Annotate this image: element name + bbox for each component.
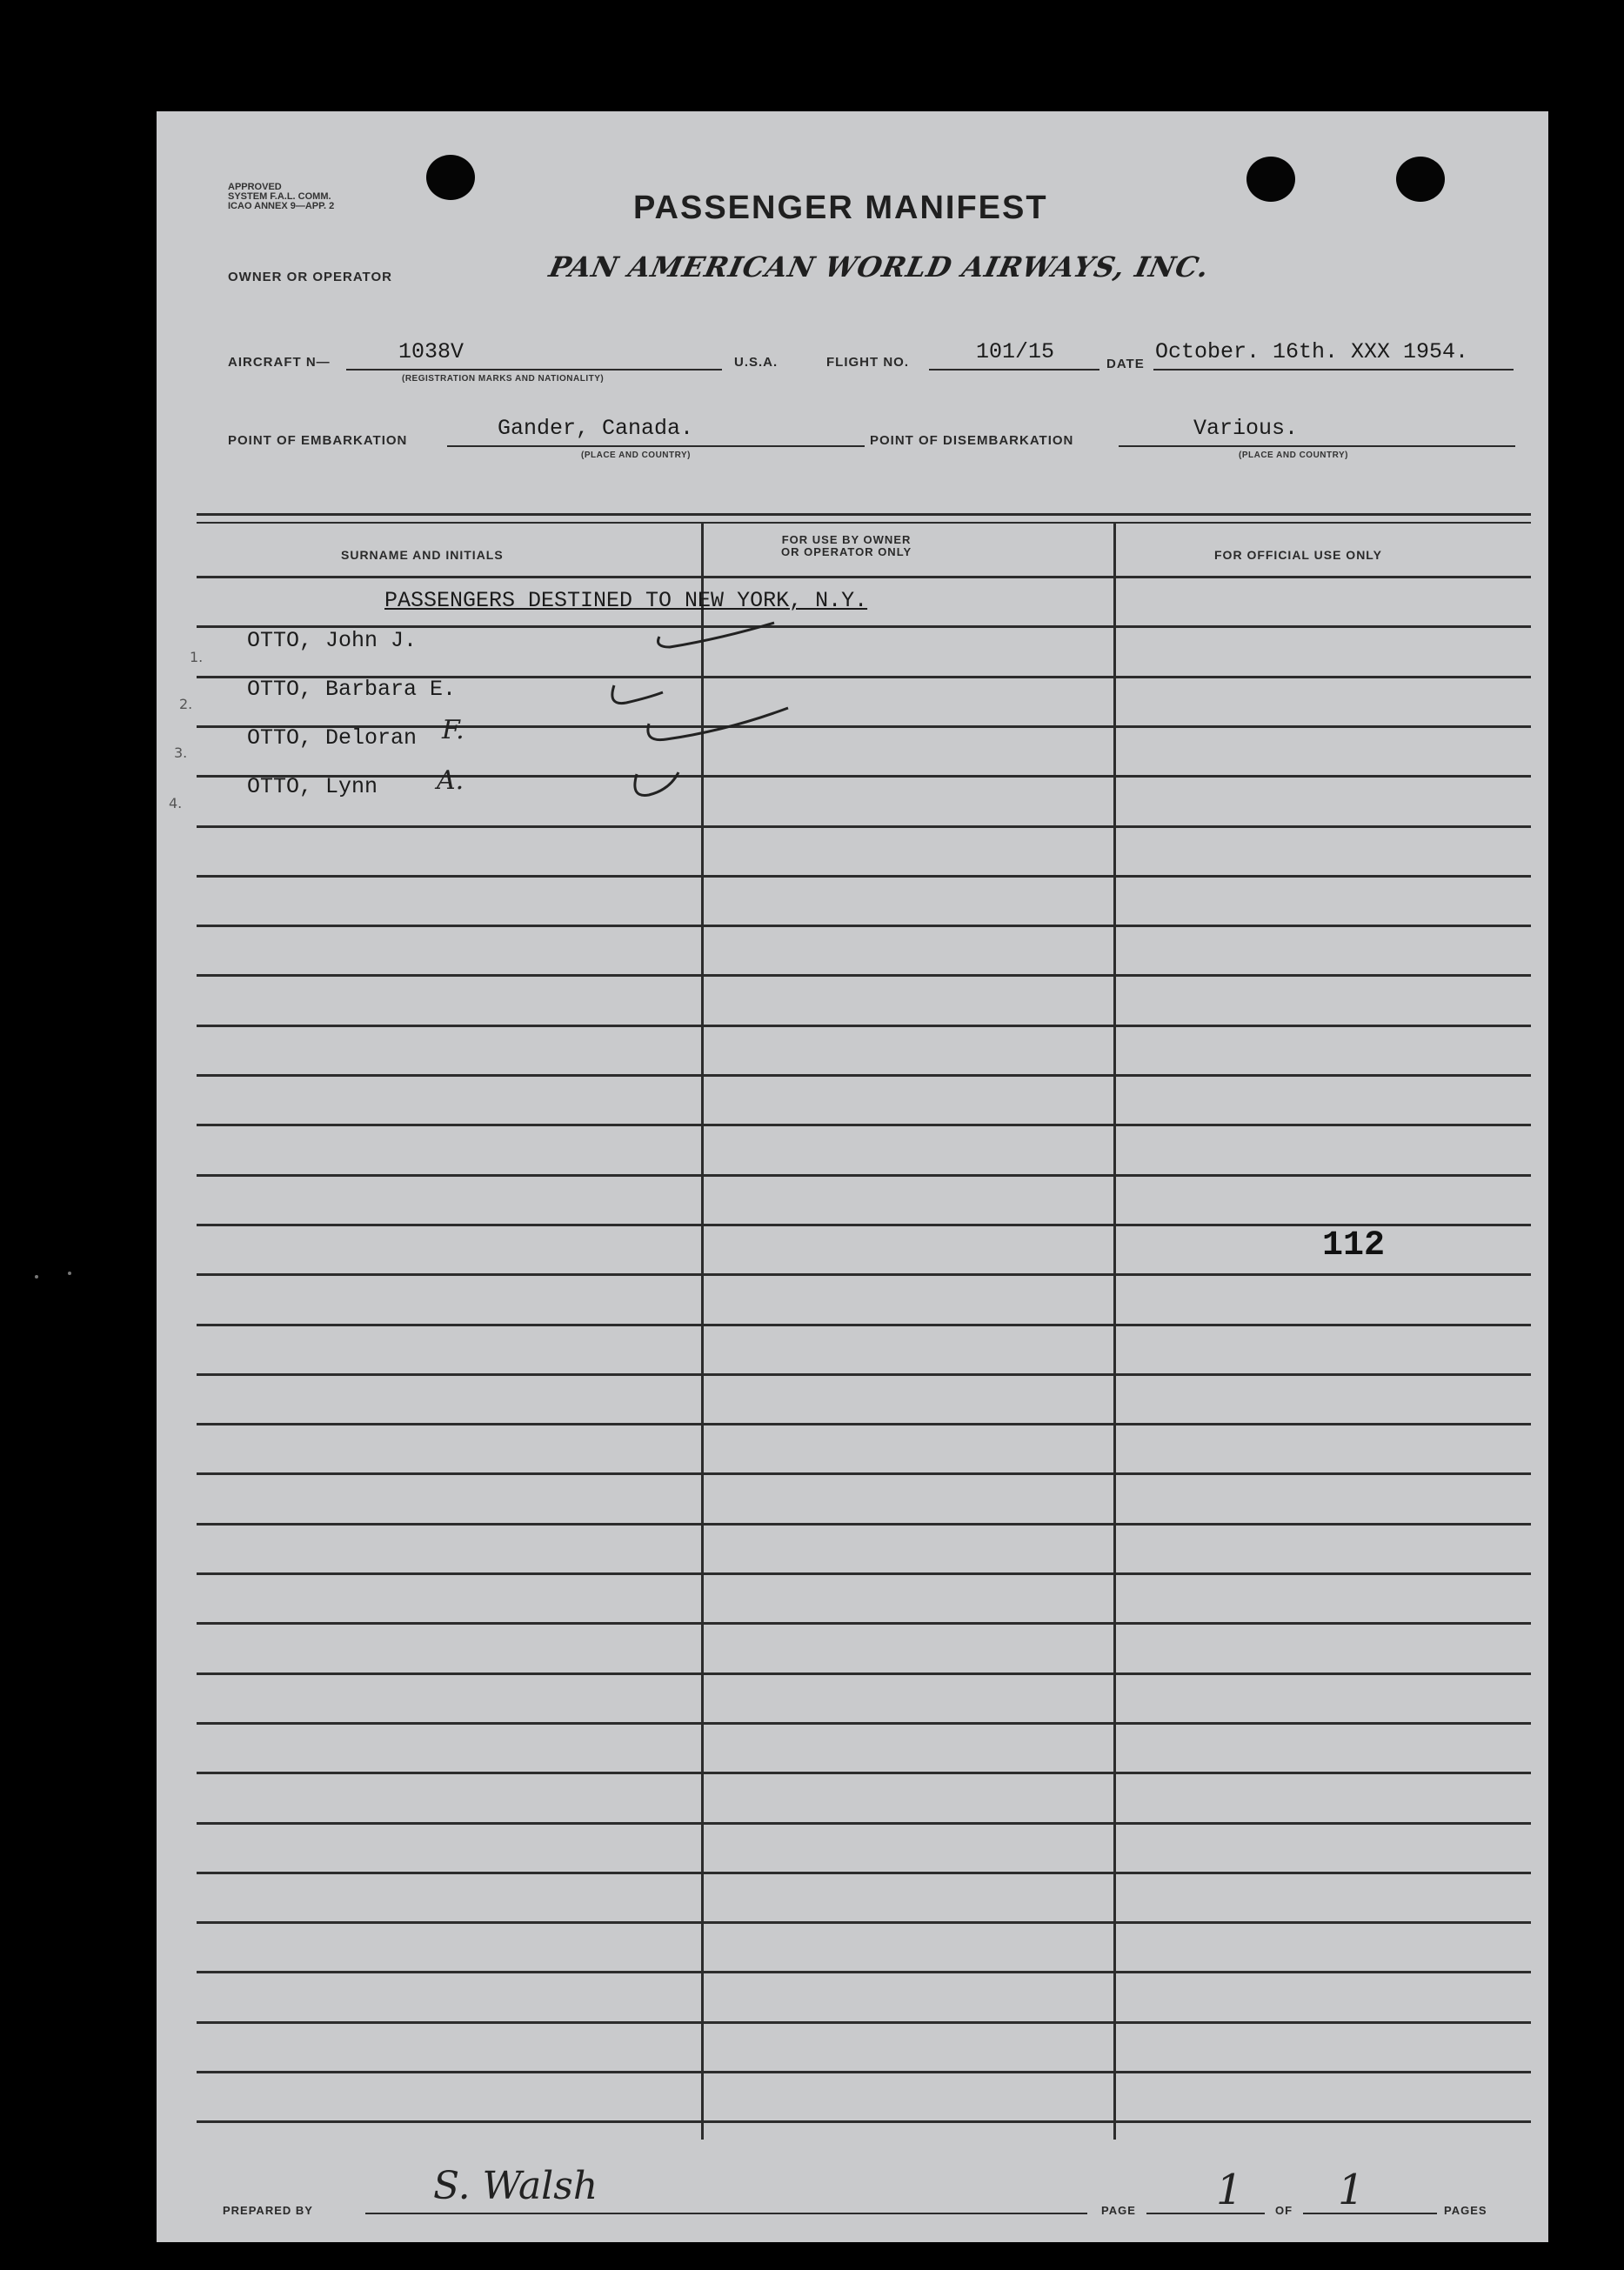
ruled-line — [197, 775, 1531, 778]
aircraft-sublabel: (REGISTRATION MARKS AND NATIONALITY) — [402, 374, 605, 384]
ruled-line — [197, 1174, 1531, 1177]
date-label: DATE — [1106, 357, 1145, 371]
disembark-field-line — [1119, 445, 1515, 447]
approval-stamp: APPROVED SYSTEM F.A.L. COMM. ICAO ANNEX 9—APP. 2 — [228, 182, 335, 211]
flight-label: FLIGHT NO. — [826, 355, 909, 370]
official-stamp-number: 112 — [1322, 1226, 1386, 1265]
punch-hole — [1246, 157, 1295, 202]
passenger-name: OTTO, Deloran — [247, 725, 418, 751]
margin-speck — [68, 1272, 71, 1275]
ruled-line — [197, 1124, 1531, 1126]
prepared-field-line — [365, 2213, 1087, 2214]
passenger-name: OTTO, Lynn — [247, 774, 378, 799]
margin-speck — [35, 1275, 38, 1279]
prepared-signature: S. Walsh — [433, 2164, 598, 2208]
column-divider — [701, 524, 704, 2140]
ruled-line — [197, 1373, 1531, 1376]
ruled-line — [197, 2120, 1531, 2123]
of-label: OF — [1275, 2204, 1293, 2217]
punch-hole — [426, 155, 475, 200]
col-owner-header: FOR USE BY OWNER OR OPERATOR ONLY — [781, 533, 912, 558]
ruled-line — [197, 576, 1531, 578]
ruled-line — [197, 1273, 1531, 1276]
ruled-line — [197, 1872, 1531, 1874]
handwritten-initial: F. — [442, 715, 464, 745]
section-heading: PASSENGERS DESTINED TO NEW YORK, N.Y. — [384, 588, 868, 613]
of-field-line — [1303, 2213, 1437, 2214]
page-title: PASSENGER MANIFEST — [633, 190, 1048, 226]
row-number: 1. — [190, 649, 204, 665]
ruled-line — [197, 2071, 1531, 2073]
usa-label: U.S.A. — [734, 355, 779, 370]
check-mark-icon — [652, 621, 783, 656]
date-field-line — [1153, 369, 1514, 371]
prepared-label: PREPARED BY — [223, 2204, 313, 2217]
col-surname-header: SURNAME AND INITIALS — [341, 548, 504, 562]
aircraft-field-line — [346, 369, 722, 371]
table-top-rule — [197, 522, 1531, 524]
ruled-line — [197, 1324, 1531, 1326]
ruled-line — [197, 1074, 1531, 1077]
ruled-line — [197, 1672, 1531, 1675]
page-label: PAGE — [1101, 2204, 1136, 2217]
ruled-line — [197, 974, 1531, 977]
punch-hole — [1396, 157, 1445, 202]
ruled-line — [197, 925, 1531, 927]
column-divider — [1113, 524, 1116, 2140]
row-number: 4. — [169, 795, 183, 811]
ruled-line — [197, 2021, 1531, 2024]
ruled-line — [197, 1772, 1531, 1774]
row-number: 2. — [179, 696, 193, 712]
ruled-line — [197, 875, 1531, 878]
ruled-line — [197, 1472, 1531, 1475]
pages-label: PAGES — [1444, 2204, 1487, 2217]
col-official-header: FOR OFFICIAL USE ONLY — [1214, 548, 1382, 562]
handwritten-initial: A. — [437, 765, 464, 796]
owner-value: PAN AMERICAN WORLD AIRWAYS, INC. — [545, 250, 1213, 284]
disembark-value: Various. — [1193, 416, 1299, 441]
manifest-sheet — [157, 111, 1548, 2242]
aircraft-label: AIRCRAFT N— — [228, 355, 331, 370]
passenger-name: OTTO, John J. — [247, 628, 418, 653]
ruled-line — [197, 1822, 1531, 1825]
disembark-sublabel: (PLACE AND COUNTRY) — [1239, 451, 1348, 460]
page-field-line — [1146, 2213, 1265, 2214]
embark-field-line — [447, 445, 865, 447]
ruled-line — [197, 1622, 1531, 1625]
owner-label: OWNER OR OPERATOR — [228, 270, 392, 284]
row-number: 3. — [174, 744, 188, 761]
date-value: October. 16th. XXX 1954. — [1155, 339, 1469, 364]
ruled-line — [197, 1025, 1531, 1027]
ruled-line — [197, 1423, 1531, 1425]
ruled-line — [197, 1572, 1531, 1575]
check-mark-icon — [640, 704, 797, 757]
passenger-name: OTTO, Barbara E. — [247, 677, 457, 702]
ruled-line — [197, 1971, 1531, 1973]
ruled-line — [197, 1722, 1531, 1725]
disembark-label: POINT OF DISEMBARKATION — [870, 433, 1074, 448]
embark-label: POINT OF EMBARKATION — [228, 433, 408, 448]
aircraft-value: 1038V — [398, 339, 464, 364]
ruled-line — [197, 1523, 1531, 1526]
flight-value: 101/15 — [976, 339, 1055, 364]
page-value: 1 — [1216, 2166, 1243, 2214]
table-top-rule — [197, 513, 1531, 516]
check-mark-icon — [626, 769, 696, 804]
embark-sublabel: (PLACE AND COUNTRY) — [581, 451, 691, 460]
ruled-line — [197, 1921, 1531, 1924]
flight-field-line — [929, 369, 1099, 371]
of-value: 1 — [1338, 2166, 1365, 2214]
embark-value: Gander, Canada. — [498, 416, 694, 441]
ruled-line — [197, 825, 1531, 828]
